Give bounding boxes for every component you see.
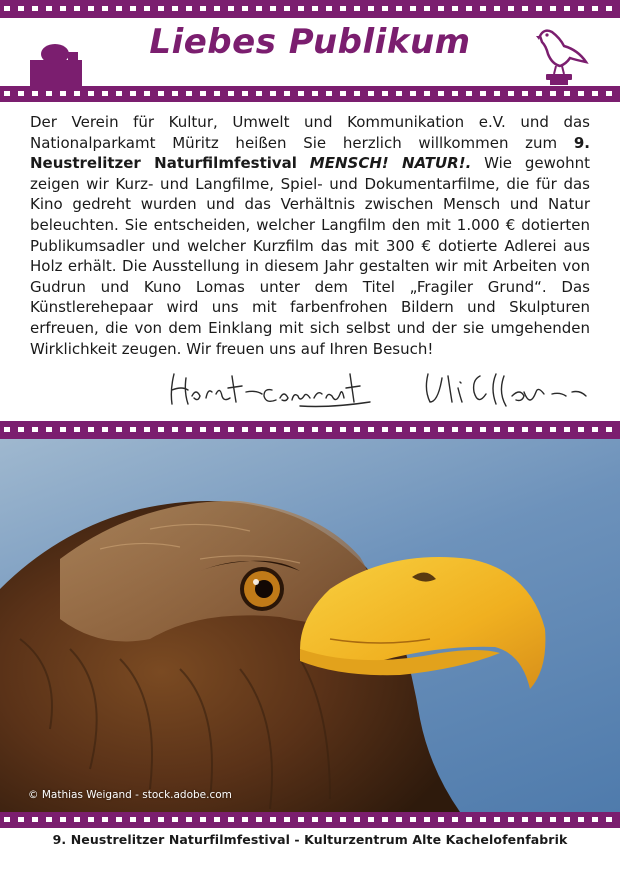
intro-text-start: Der Verein für Kultur, Umwelt und Kommunikation e.V. und das Nationalparkamt Müritz heißen Sie herzlich willkommen zum bbox=[30, 113, 590, 152]
page-title: Liebes Publikum bbox=[149, 22, 471, 62]
festival-name: 9. Neustrelitzer Naturfilmfestival bbox=[30, 133, 590, 173]
photo-credit: © Mathias Weigand - stock.adobe.com bbox=[28, 789, 232, 801]
filmstrip-middle bbox=[0, 421, 620, 439]
intro-text-rest: Wie gewohnt zeigen wir Kurz- und Langfilme, Spiel- und Dokumentarfilme, die für das Kino gedreht wurden und das Verhältnis zwischen Mensch und Natur beleuchten. Sie entscheiden, welcher Langfilm den mit 1.000 € dotierten Publikumsadler und welcher Kurzfilm das mit 300 € dotierte Adlerei aus Holz erhält. Die Ausstellung in diesem Jahr gestalten wir mit Arbeiten von Gudrun und Kuno Lomas unter dem Titel „Fragiler Grund“. Das Künstlerehepaar wird uns mit farbenfrohen Bildern und Skulpturen erfreuen, die von dem Einklang mit sich selbst und der sie umgehenden Wirklichkeit zeugen. Wir freuen uns auf Ihren Besuch! bbox=[30, 154, 590, 358]
filmstrip-header bbox=[0, 86, 620, 102]
filmstrip-bottom bbox=[0, 812, 620, 828]
footer-text: 9. Neustrelitzer Naturfilmfestival - Kulturzentrum Alte Kachelofenfabrik bbox=[52, 832, 568, 847]
handwritten-signatures bbox=[160, 368, 600, 416]
eagle-head-photo bbox=[0, 439, 620, 812]
signatures bbox=[160, 368, 600, 416]
intro-paragraph bbox=[30, 112, 590, 359]
eagle-statue-icon bbox=[530, 24, 590, 86]
filmstrip-top bbox=[0, 0, 620, 18]
festival-motto: MENSCH! NATUR!. bbox=[309, 154, 472, 173]
